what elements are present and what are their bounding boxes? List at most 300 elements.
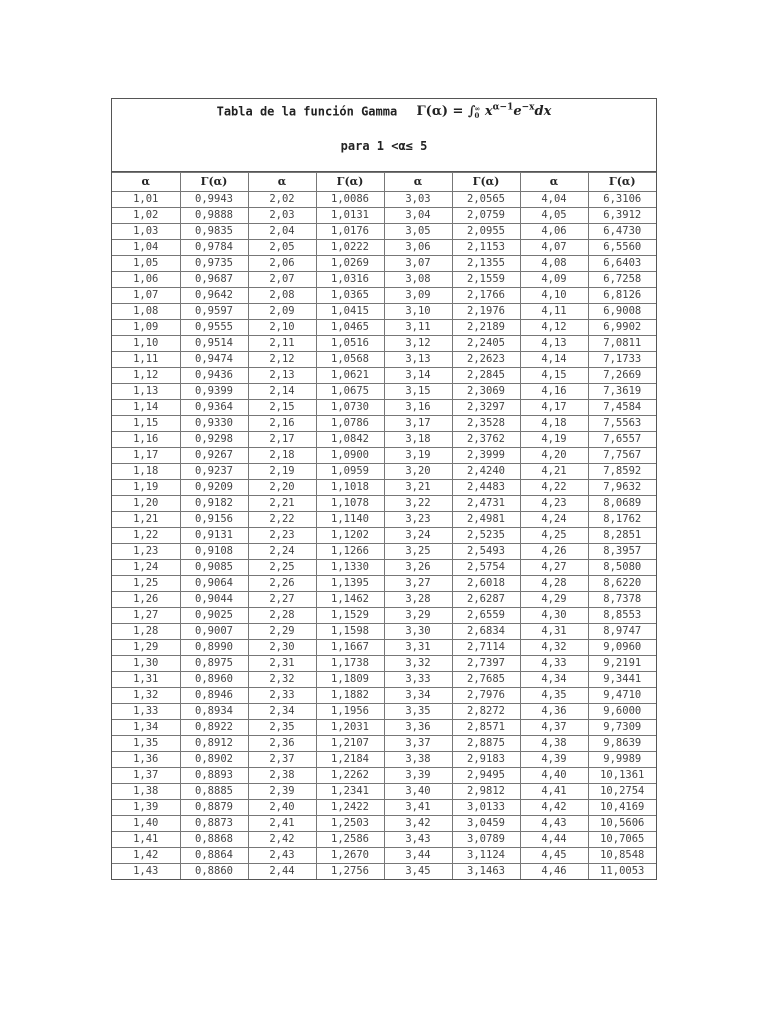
table-row (112, 256, 656, 272)
gamma-value-cell: 1,0842 (316, 432, 384, 448)
alpha-cell: 2,07 (248, 272, 316, 288)
alpha-cell: 3,18 (384, 432, 452, 448)
alpha-cell: 2,19 (248, 464, 316, 480)
alpha-cell: 4,40 (520, 768, 588, 784)
table-row (112, 784, 656, 800)
table-row (112, 528, 656, 544)
table-row (112, 224, 656, 240)
alpha-cell: 3,35 (384, 704, 452, 720)
gamma-value-cell: 2,0759 (452, 208, 520, 224)
gamma-value-cell: 1,1140 (316, 512, 384, 528)
gamma-value-cell: 8,0689 (588, 496, 656, 512)
alpha-cell: 4,26 (520, 544, 588, 560)
gamma-value-cell: 7,0811 (588, 336, 656, 352)
table-row (112, 640, 656, 656)
alpha-cell: 1,42 (112, 848, 180, 864)
gamma-value-cell: 1,0415 (316, 304, 384, 320)
alpha-cell: 4,19 (520, 432, 588, 448)
gamma-value-cell: 2,7685 (452, 672, 520, 688)
gamma-value-cell: 0,8868 (180, 832, 248, 848)
gamma-value-cell: 7,7567 (588, 448, 656, 464)
alpha-cell: 2,39 (248, 784, 316, 800)
gamma-value-cell: 9,0960 (588, 640, 656, 656)
gamma-value-cell: 1,0365 (316, 288, 384, 304)
alpha-cell: 1,09 (112, 320, 180, 336)
table-row (112, 704, 656, 720)
alpha-cell: 2,24 (248, 544, 316, 560)
gamma-value-cell: 0,8885 (180, 784, 248, 800)
alpha-cell: 2,42 (248, 832, 316, 848)
gamma-value-cell: 0,9943 (180, 192, 248, 208)
alpha-cell: 1,11 (112, 352, 180, 368)
alpha-cell: 2,14 (248, 384, 316, 400)
gamma-value-cell: 0,9044 (180, 592, 248, 608)
alpha-cell: 3,09 (384, 288, 452, 304)
gamma-value-cell: 1,1529 (316, 608, 384, 624)
gamma-value-cell: 6,4730 (588, 224, 656, 240)
table-row (112, 608, 656, 624)
gamma-value-cell: 8,2851 (588, 528, 656, 544)
alpha-cell: 3,16 (384, 400, 452, 416)
alpha-cell: 4,30 (520, 608, 588, 624)
alpha-cell: 1,43 (112, 864, 180, 880)
formula-base: x (484, 104, 493, 120)
alpha-cell: 3,34 (384, 688, 452, 704)
formula-mid: e (513, 104, 522, 120)
gamma-value-cell: 2,2405 (452, 336, 520, 352)
gamma-value-cell: 0,9237 (180, 464, 248, 480)
table-row (112, 800, 656, 816)
column-header-alpha: α (112, 173, 180, 192)
table-row (112, 512, 656, 528)
gamma-value-cell: 1,0176 (316, 224, 384, 240)
gamma-value-cell: 1,1738 (316, 656, 384, 672)
table-row (112, 336, 656, 352)
gamma-value-cell: 10,2754 (588, 784, 656, 800)
alpha-cell: 4,46 (520, 864, 588, 880)
gamma-value-cell: 8,3957 (588, 544, 656, 560)
formula-lhs: Γ(α) = ∫ (416, 104, 476, 120)
alpha-cell: 2,10 (248, 320, 316, 336)
gamma-value-cell: 2,1976 (452, 304, 520, 320)
gamma-value-cell: 0,9687 (180, 272, 248, 288)
alpha-cell: 2,13 (248, 368, 316, 384)
gamma-value-cell: 8,9747 (588, 624, 656, 640)
gamma-value-cell: 8,1762 (588, 512, 656, 528)
gamma-value-cell: 0,8934 (180, 704, 248, 720)
alpha-cell: 4,27 (520, 560, 588, 576)
gamma-value-cell: 2,3297 (452, 400, 520, 416)
gamma-value-cell: 2,7976 (452, 688, 520, 704)
gamma-value-cell: 2,2189 (452, 320, 520, 336)
gamma-value-cell: 7,6557 (588, 432, 656, 448)
alpha-cell: 2,44 (248, 864, 316, 880)
alpha-cell: 1,01 (112, 192, 180, 208)
alpha-cell: 2,37 (248, 752, 316, 768)
gamma-value-cell: 0,8864 (180, 848, 248, 864)
alpha-cell: 3,13 (384, 352, 452, 368)
table-row (112, 192, 656, 208)
alpha-cell: 3,17 (384, 416, 452, 432)
gamma-value-cell: 7,2669 (588, 368, 656, 384)
alpha-cell: 4,44 (520, 832, 588, 848)
gamma-value-cell: 1,2503 (316, 816, 384, 832)
gamma-value-cell: 1,1956 (316, 704, 384, 720)
gamma-value-cell: 2,1153 (452, 240, 520, 256)
gamma-value-cell: 9,7309 (588, 720, 656, 736)
gamma-value-cell: 0,9888 (180, 208, 248, 224)
alpha-cell: 2,05 (248, 240, 316, 256)
alpha-cell: 1,12 (112, 368, 180, 384)
alpha-cell: 4,28 (520, 576, 588, 592)
alpha-cell: 3,20 (384, 464, 452, 480)
column-header-gamma: Γ(α) (452, 173, 520, 192)
alpha-cell: 3,28 (384, 592, 452, 608)
gamma-value-cell: 2,0955 (452, 224, 520, 240)
alpha-cell: 1,32 (112, 688, 180, 704)
alpha-cell: 2,33 (248, 688, 316, 704)
gamma-value-cell: 0,9085 (180, 560, 248, 576)
alpha-cell: 2,26 (248, 576, 316, 592)
alpha-cell: 2,17 (248, 432, 316, 448)
gamma-value-cell: 2,6834 (452, 624, 520, 640)
alpha-cell: 1,03 (112, 224, 180, 240)
gamma-value-cell: 11,0053 (588, 864, 656, 880)
gamma-value-cell: 10,5606 (588, 816, 656, 832)
gamma-value-cell: 2,3999 (452, 448, 520, 464)
gamma-value-cell: 0,9131 (180, 528, 248, 544)
table-row (112, 576, 656, 592)
alpha-cell: 3,45 (384, 864, 452, 880)
table-row (112, 272, 656, 288)
alpha-cell: 2,36 (248, 736, 316, 752)
table-row (112, 384, 656, 400)
gamma-value-cell: 6,3912 (588, 208, 656, 224)
title-line (112, 103, 656, 119)
gamma-value-cell: 0,9298 (180, 432, 248, 448)
upper-limit: ∞ (474, 103, 481, 113)
gamma-value-cell: 6,9008 (588, 304, 656, 320)
alpha-cell: 4,16 (520, 384, 588, 400)
alpha-cell: 4,39 (520, 752, 588, 768)
alpha-cell: 3,15 (384, 384, 452, 400)
gamma-value-cell: 1,0516 (316, 336, 384, 352)
alpha-cell: 2,29 (248, 624, 316, 640)
gamma-value-cell: 0,9784 (180, 240, 248, 256)
alpha-cell: 3,08 (384, 272, 452, 288)
gamma-value-cell: 0,9330 (180, 416, 248, 432)
alpha-cell: 3,05 (384, 224, 452, 240)
alpha-cell: 3,30 (384, 624, 452, 640)
gamma-value-cell: 10,1361 (588, 768, 656, 784)
table-row (112, 656, 656, 672)
gamma-value-cell: 2,5235 (452, 528, 520, 544)
alpha-cell: 1,02 (112, 208, 180, 224)
alpha-cell: 1,25 (112, 576, 180, 592)
alpha-cell: 1,40 (112, 816, 180, 832)
alpha-cell: 1,30 (112, 656, 180, 672)
range-label: para 1 <α≤ 5 (340, 139, 428, 153)
gamma-value-cell: 0,9108 (180, 544, 248, 560)
alpha-cell: 3,10 (384, 304, 452, 320)
gamma-value-cell: 1,0900 (316, 448, 384, 464)
formula-dx: dx (534, 104, 552, 120)
alpha-cell: 4,45 (520, 848, 588, 864)
gamma-values-table (112, 172, 656, 879)
gamma-value-cell: 6,5560 (588, 240, 656, 256)
alpha-cell: 4,43 (520, 816, 588, 832)
table-row (112, 816, 656, 832)
gamma-value-cell: 1,2670 (316, 848, 384, 864)
gamma-value-cell: 2,4731 (452, 496, 520, 512)
alpha-cell: 3,03 (384, 192, 452, 208)
gamma-value-cell: 0,9209 (180, 480, 248, 496)
alpha-cell: 2,23 (248, 528, 316, 544)
gamma-value-cell: 0,9267 (180, 448, 248, 464)
gamma-value-cell: 1,0568 (316, 352, 384, 368)
alpha-cell: 3,29 (384, 608, 452, 624)
alpha-cell: 3,40 (384, 784, 452, 800)
alpha-cell: 4,08 (520, 256, 588, 272)
alpha-cell: 1,31 (112, 672, 180, 688)
gamma-value-cell: 1,2262 (316, 768, 384, 784)
alpha-cell: 2,41 (248, 816, 316, 832)
gamma-value-cell: 1,0675 (316, 384, 384, 400)
alpha-cell: 3,23 (384, 512, 452, 528)
alpha-cell: 1,17 (112, 448, 180, 464)
alpha-cell: 4,14 (520, 352, 588, 368)
gamma-value-cell: 1,1667 (316, 640, 384, 656)
table-row (112, 464, 656, 480)
gamma-value-cell: 2,7114 (452, 640, 520, 656)
gamma-value-cell: 1,1395 (316, 576, 384, 592)
gamma-value-cell: 1,1598 (316, 624, 384, 640)
gamma-value-cell: 1,0269 (316, 256, 384, 272)
alpha-cell: 4,15 (520, 368, 588, 384)
table-row (112, 352, 656, 368)
alpha-cell: 1,04 (112, 240, 180, 256)
gamma-value-cell: 1,1462 (316, 592, 384, 608)
gamma-table-sheet (111, 98, 657, 880)
alpha-cell: 2,21 (248, 496, 316, 512)
alpha-cell: 3,04 (384, 208, 452, 224)
table-row (112, 672, 656, 688)
gamma-value-cell: 1,0086 (316, 192, 384, 208)
alpha-cell: 1,05 (112, 256, 180, 272)
alpha-cell: 3,38 (384, 752, 452, 768)
alpha-cell: 4,20 (520, 448, 588, 464)
alpha-cell: 2,31 (248, 656, 316, 672)
gamma-value-cell: 1,0465 (316, 320, 384, 336)
alpha-cell: 2,30 (248, 640, 316, 656)
alpha-cell: 1,07 (112, 288, 180, 304)
alpha-cell: 3,24 (384, 528, 452, 544)
gamma-value-cell: 2,9812 (452, 784, 520, 800)
gamma-value-cell: 1,0621 (316, 368, 384, 384)
gamma-value-cell: 2,8571 (452, 720, 520, 736)
gamma-value-cell: 1,2031 (316, 720, 384, 736)
table-row (112, 432, 656, 448)
gamma-value-cell: 0,9064 (180, 576, 248, 592)
gamma-value-cell: 6,9902 (588, 320, 656, 336)
alpha-cell: 3,32 (384, 656, 452, 672)
alpha-cell: 2,03 (248, 208, 316, 224)
alpha-cell: 4,17 (520, 400, 588, 416)
gamma-value-cell: 0,9597 (180, 304, 248, 320)
alpha-cell: 1,14 (112, 400, 180, 416)
gamma-value-cell: 0,9364 (180, 400, 248, 416)
alpha-cell: 4,38 (520, 736, 588, 752)
alpha-cell: 3,37 (384, 736, 452, 752)
gamma-value-cell: 2,9495 (452, 768, 520, 784)
alpha-cell: 3,31 (384, 640, 452, 656)
alpha-cell: 1,06 (112, 272, 180, 288)
alpha-cell: 3,27 (384, 576, 452, 592)
alpha-cell: 4,12 (520, 320, 588, 336)
alpha-cell: 1,38 (112, 784, 180, 800)
alpha-cell: 3,43 (384, 832, 452, 848)
alpha-cell: 1,41 (112, 832, 180, 848)
alpha-cell: 4,37 (520, 720, 588, 736)
column-header-gamma: Γ(α) (316, 173, 384, 192)
alpha-cell: 2,27 (248, 592, 316, 608)
gamma-value-cell: 0,9555 (180, 320, 248, 336)
gamma-value-cell: 6,7258 (588, 272, 656, 288)
gamma-value-cell: 0,9514 (180, 336, 248, 352)
gamma-value-cell: 2,5493 (452, 544, 520, 560)
alpha-cell: 2,09 (248, 304, 316, 320)
alpha-cell: 4,35 (520, 688, 588, 704)
gamma-value-cell: 3,0133 (452, 800, 520, 816)
alpha-cell: 4,18 (520, 416, 588, 432)
gamma-value-cell: 1,0786 (316, 416, 384, 432)
table-row (112, 496, 656, 512)
alpha-cell: 4,07 (520, 240, 588, 256)
gamma-value-cell: 2,1559 (452, 272, 520, 288)
gamma-value-cell: 2,4981 (452, 512, 520, 528)
alpha-cell: 2,11 (248, 336, 316, 352)
table-row (112, 368, 656, 384)
gamma-value-cell: 7,5563 (588, 416, 656, 432)
table-row (112, 688, 656, 704)
gamma-value-cell: 2,9183 (452, 752, 520, 768)
gamma-value-cell: 2,2623 (452, 352, 520, 368)
alpha-cell: 3,25 (384, 544, 452, 560)
table-row (112, 864, 656, 880)
alpha-cell: 3,26 (384, 560, 452, 576)
alpha-cell: 2,16 (248, 416, 316, 432)
alpha-cell: 2,22 (248, 512, 316, 528)
gamma-value-cell: 0,8960 (180, 672, 248, 688)
alpha-cell: 1,23 (112, 544, 180, 560)
alpha-cell: 4,11 (520, 304, 588, 320)
column-header-row (112, 173, 656, 192)
gamma-value-cell: 2,1355 (452, 256, 520, 272)
alpha-cell: 4,36 (520, 704, 588, 720)
gamma-value-cell: 0,9025 (180, 608, 248, 624)
alpha-cell: 1,15 (112, 416, 180, 432)
gamma-value-cell: 0,8922 (180, 720, 248, 736)
alpha-cell: 2,43 (248, 848, 316, 864)
alpha-cell: 1,24 (112, 560, 180, 576)
gamma-value-cell: 9,9989 (588, 752, 656, 768)
alpha-cell: 1,28 (112, 624, 180, 640)
gamma-value-cell: 0,8860 (180, 864, 248, 880)
gamma-value-cell: 1,0131 (316, 208, 384, 224)
gamma-value-cell: 3,1124 (452, 848, 520, 864)
gamma-value-cell: 2,4240 (452, 464, 520, 480)
alpha-cell: 3,33 (384, 672, 452, 688)
gamma-value-cell: 0,9007 (180, 624, 248, 640)
alpha-cell: 1,13 (112, 384, 180, 400)
alpha-cell: 2,15 (248, 400, 316, 416)
alpha-cell: 2,12 (248, 352, 316, 368)
gamma-value-cell: 2,3528 (452, 416, 520, 432)
gamma-value-cell: 0,9735 (180, 256, 248, 272)
gamma-value-cell: 2,3069 (452, 384, 520, 400)
gamma-value-cell: 9,3441 (588, 672, 656, 688)
gamma-value-cell: 2,8272 (452, 704, 520, 720)
table-row (112, 320, 656, 336)
gamma-value-cell: 0,9399 (180, 384, 248, 400)
column-header-gamma: Γ(α) (588, 173, 656, 192)
gamma-value-cell: 0,9182 (180, 496, 248, 512)
gamma-value-cell: 7,8592 (588, 464, 656, 480)
gamma-value-cell: 8,8553 (588, 608, 656, 624)
alpha-cell: 1,08 (112, 304, 180, 320)
alpha-cell: 2,32 (248, 672, 316, 688)
alpha-cell: 4,23 (520, 496, 588, 512)
gamma-value-cell: 0,9156 (180, 512, 248, 528)
integral-limits (474, 105, 480, 119)
gamma-value-cell: 0,8990 (180, 640, 248, 656)
alpha-cell: 1,29 (112, 640, 180, 656)
table-row (112, 288, 656, 304)
gamma-value-cell: 0,8873 (180, 816, 248, 832)
table-row (112, 416, 656, 432)
alpha-cell: 3,44 (384, 848, 452, 864)
gamma-value-cell: 1,1078 (316, 496, 384, 512)
table-header (112, 99, 656, 172)
formula-exp1: α−1 (492, 103, 514, 113)
alpha-cell: 2,28 (248, 608, 316, 624)
alpha-cell: 1,10 (112, 336, 180, 352)
alpha-cell: 2,08 (248, 288, 316, 304)
alpha-cell: 2,40 (248, 800, 316, 816)
gamma-value-cell: 7,1733 (588, 352, 656, 368)
alpha-cell: 1,35 (112, 736, 180, 752)
gamma-value-cell: 9,4710 (588, 688, 656, 704)
lower-limit: 0 (474, 110, 480, 120)
alpha-cell: 4,21 (520, 464, 588, 480)
gamma-value-cell: 6,8126 (588, 288, 656, 304)
gamma-value-cell: 10,7065 (588, 832, 656, 848)
alpha-cell: 2,25 (248, 560, 316, 576)
gamma-value-cell: 10,8548 (588, 848, 656, 864)
table-row (112, 848, 656, 864)
gamma-value-cell: 0,8879 (180, 800, 248, 816)
alpha-cell: 4,04 (520, 192, 588, 208)
alpha-cell: 4,29 (520, 592, 588, 608)
table-row (112, 560, 656, 576)
alpha-cell: 3,14 (384, 368, 452, 384)
gamma-value-cell: 1,1330 (316, 560, 384, 576)
gamma-value-cell: 8,5080 (588, 560, 656, 576)
alpha-cell: 2,02 (248, 192, 316, 208)
alpha-cell: 2,34 (248, 704, 316, 720)
alpha-cell: 4,22 (520, 480, 588, 496)
gamma-value-cell: 1,1809 (316, 672, 384, 688)
